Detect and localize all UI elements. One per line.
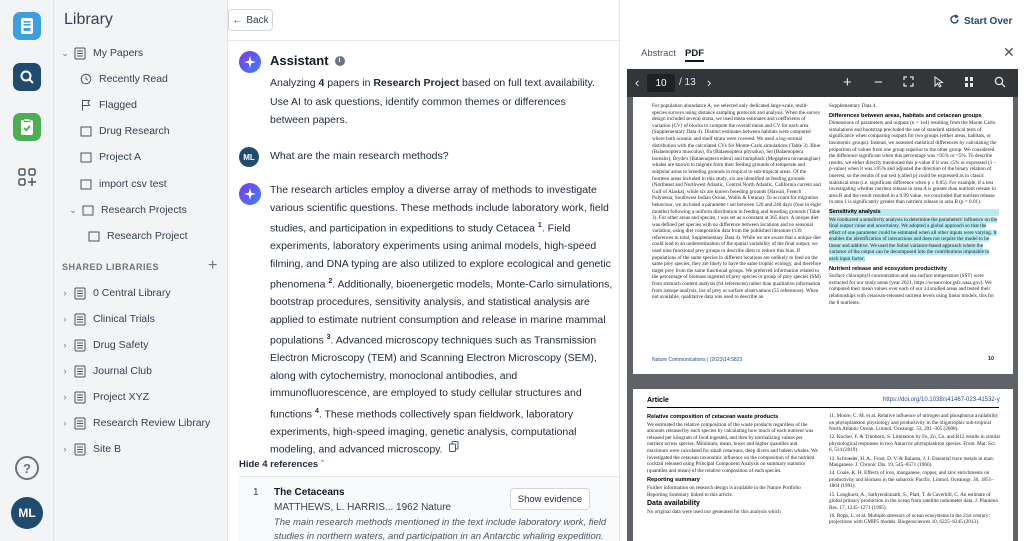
chevron-right-icon[interactable]: › <box>63 392 67 402</box>
page-references-column <box>829 413 1001 541</box>
fit-page-icon[interactable] <box>903 76 914 90</box>
tree-item-label: My Papers <box>93 47 144 59</box>
reference-quote: The main research methods mentioned in the text include laboratory work, field studies in northern waters, and participation in an Antarctic whaling expedition. <box>274 517 607 541</box>
intro-text: papers in <box>324 77 374 89</box>
page-body-text: We estimated the relative composition of the waste products regardless of the amounts released by each species by calculating how much of each nutrient was released per kilogram of food ingested, and then by normalizing values per nutrient across species. Minimum, mean, lower and higher quantiles and maximum were calculated for small cetaceans, deep divers and baleen whales. We investigated the cetacean taxonomic influence on the composition of the nutrient cocktail released using Principal Component Analysis on summary statistics (quantiles and mean) of the relative composition of each species. <box>647 421 818 474</box>
section-heading: Data availability <box>647 500 700 508</box>
reference-number: 1 <box>253 487 259 498</box>
pdf-viewer[interactable] <box>627 97 1018 541</box>
citation-4[interactable]: 4 <box>314 407 319 415</box>
tree-item-label: Research Review Library <box>93 417 211 429</box>
cursor-icon[interactable] <box>934 76 944 91</box>
section-heading: Relative composition of cetacean waste products <box>647 414 779 420</box>
pdf-page-11 <box>633 389 1013 541</box>
page-body-text: Further information on research design is available in the Nature Portfolio Reporting Summary linked to this article. <box>647 484 801 498</box>
hide-references-toggle[interactable] <box>239 459 324 470</box>
page-body-text: Supplementary Data 4. <box>829 103 877 109</box>
reference-entry: 15. Longhurst, A., Sathyendranath, S., Platt, T. & Caverhill, C. An estimate of global primary production in the ocean from satellite radiometer data. J. Plankton Res. 17, 1245–1271 (1995). <box>829 491 998 511</box>
tree-item-label: Journal Club <box>93 365 152 377</box>
chevron-right-icon[interactable]: › <box>63 418 67 428</box>
section-heading: Nutrient release and ecosystem productivity <box>829 265 947 272</box>
project-name: Research Project <box>373 77 460 89</box>
document-header <box>621 0 1024 66</box>
tree-item-import-csv-test[interactable] <box>79 174 167 194</box>
chevron-right-icon[interactable]: › <box>63 340 67 350</box>
document-panel <box>621 0 1024 541</box>
highlighted-evidence[interactable]: We conducted a sensitivity analysis to determine the parameters' influence on the final output value and uncertainty. We adopted a global approach so that the effect of one parameter could be estimated when all other inputs were varying. It enables the identification of interactions and does not require the model to be linear and additive. We used the Sobol variance-based approach where the variance of the output can be decomposed into the contributions imputable to each input factor. <box>829 216 998 263</box>
hide-references-label: Hide 4 references <box>239 459 319 470</box>
shared-item-central-library[interactable] <box>60 283 171 303</box>
page-number: 10 <box>988 356 995 362</box>
reference-entry: 12. Kocher, F. & Trimborn, S. Limitation by Fe, Zn, Co, and B12 results in similar physiological responses in two Antarctic phytoplankton species. Front. Mar. Sci. 6, 514 (2019). <box>829 434 1001 454</box>
search-nav-icon[interactable] <box>13 63 41 91</box>
tab-abstract[interactable]: Abstract <box>641 48 676 59</box>
page-body-text: For population abundance A, we selected only dedicated large-scale, multi-species surveys using distance sampling protocols and analysis. When the survey design included several strata, we used mean estimates and coefficients of variation (CV) of blocks to compute the overall mean and CV for each area (Supplementary Data 4). Distinct estimates between habitats were computed where both oceanic and shelf strata were covered. We used a log-normal distribution with the calculated CVs for Monte-Carlo simulations (Table 3). Blue (Balaenoptera musculus), fin (Balaenoptera physalus), Sei (Balaenoptera borealis), Bryde's (Balaenoptera edeni) and humpback (Megaptera novaeangliae) whales are known to migrate from their feeding grounds of temperate and subpolar areas to breeding grounds in tropical to sub-tropical areas. Of the fourteen areas included in this study, six are identified as feeding grounds (Northeast and Northwest Atlantic, Central North Atlantic, California current and Gulf of Alaska), while six are known breeding grounds (Hawaii, French Polynesia, Southwest Indian Ocean, Wallis & Futuna). To account for migration behaviour, we included a parameter t set between 120 and 240 days (four to eight months) following a uniform distribution in feeding and breeding grounds (Table 3). For other areas and species, t was set as a constant at 365 days. A unique diet was defined per species with no difference between locations and no seasonal variation, using diet composition data from the published literature (139 references in total, Supplementary Data 4). While we are aware that a unique diet could lead to an underestimation of the spatial variability of the final output, we used nine functional prey groups to describe diets to reduce this bias. If populations of the same species in different locations are unlikely to feed on the same prey species, they are likely to have the same trophic ecology, and therefore target prey from the same functional groups. We preferred information related to the percentage of biomass ingested of prey species or group of prey species (SM) from stomach content analysis (64 references) rather than qualitative information from isotope analysis, list of prey or surface observations (55 references). When not available, qualitative data was used to describe an <box>652 103 822 301</box>
shared-item-project-xyz[interactable] <box>60 387 149 407</box>
library-icon <box>73 286 87 300</box>
back-button[interactable] <box>228 9 273 31</box>
pdf-page-10 <box>633 97 1013 374</box>
tree-item-project-a[interactable] <box>79 147 141 167</box>
help-icon[interactable]: ? <box>15 456 39 480</box>
answer-text: . Additionally, bioenergetic models, Monte-Carlo simulations, bootstrap procedures, sensitivity analysis, and statistical analysis are applied to estimate nutrient consumption and release in marine mammal populations <box>270 278 613 347</box>
history-icon <box>79 72 93 86</box>
answer-text: . Field experiments, laboratory experiments using animal models, high-speed filming, and DNA typing are also utilized to explore ecological and genetic phenomena <box>270 222 611 291</box>
tree-item-research-projects[interactable] <box>68 200 187 220</box>
shared-item-research-review-library[interactable] <box>60 413 210 433</box>
refresh-icon <box>949 14 960 28</box>
zoom-out-icon[interactable]: − <box>874 74 883 91</box>
flag-icon <box>79 98 93 112</box>
library-icon <box>73 364 87 378</box>
add-app-icon[interactable] <box>13 163 41 191</box>
tree-item-label: Site B <box>93 443 122 455</box>
paper-count: 4 <box>318 77 325 89</box>
section-heading: Sensitivity analysis <box>829 209 999 216</box>
tree-item-label: import csv test <box>99 178 167 190</box>
chevron-right-icon[interactable]: › <box>63 314 67 324</box>
tree-item-label: Research Project <box>107 230 188 242</box>
intro-line-1 <box>270 75 610 93</box>
chevron-down-icon[interactable]: ⌄ <box>61 47 69 58</box>
next-page-icon[interactable]: › <box>707 75 712 90</box>
sparkle-icon <box>239 51 261 73</box>
close-icon[interactable]: ✕ <box>1003 44 1015 60</box>
folder-icon <box>79 150 93 164</box>
folder-icon <box>81 203 95 217</box>
section-heading: Differences between areas, habitats and cetacean groups <box>829 112 982 119</box>
answer-text: . These methods collectively span fieldwork, laboratory experiments, high-speed imaging, genetic analysis, computational modeling, and advanced microscopy. <box>270 408 577 456</box>
citation-1[interactable]: 1 <box>537 222 542 229</box>
page-total: / 13 <box>679 77 696 88</box>
app-rail <box>0 0 54 541</box>
tree-item-recently-read[interactable] <box>79 69 168 89</box>
reference-entry: 11. Moore, C. M. et al. Relative influence of nitrogen and phosphorus availability on phytoplankton physiology and productivity in the oligotrophic sub-tropical North Atlantic Ocean. Limnol. Oceanogr. 53, 291–305 (2008). <box>829 413 999 433</box>
page-left-column <box>647 411 819 541</box>
tree-item-label: Recently Read <box>99 73 168 85</box>
user-avatar[interactable]: ML <box>11 497 43 529</box>
tree-item-label: Flagged <box>99 99 137 111</box>
library-icon <box>73 442 87 456</box>
chevron-down-icon[interactable]: ⌄ <box>69 204 77 215</box>
tree-item-label: Drug Research <box>99 125 170 137</box>
copy-icon[interactable] <box>449 441 459 459</box>
folder-icon <box>79 124 93 138</box>
page-number-input[interactable]: 10 <box>647 74 675 92</box>
page-body-text: Surface chlorophyll concentration and sea surface temperature (SST) were extracted for our study areas (year 2021, https://oceancolor.gsfc.nasa.gov). We computed their mean values over each of our 14 studied areas and tested their relationships with cetacean-released nutrient levels using linear models, this for the 8 nutrients. <box>829 273 995 306</box>
chevron-right-icon[interactable]: › <box>63 288 67 298</box>
section-heading: Reporting summary <box>647 477 700 484</box>
reference-authors: MATTHEWS, L. HARRIS... 1962 Nature <box>274 502 452 513</box>
shared-item-drug-safety[interactable] <box>60 335 148 355</box>
page-right-column <box>829 103 999 345</box>
reference-card <box>239 476 619 541</box>
chevron-up-icon: ˆ <box>320 459 325 470</box>
page-body-text: Dimensions of parameters and outputs (n = 1e4) resulting from the Monte Carlo simulations and bootstrap precluded the use of standard statistical tests of significance when comparing outputs for two groups (either areas, habitats, or taxonomic groups). Instead, we assessed statistical differences by calculating the proportion of values from one group superior to the other group. We considered the difference significant when this percentage was >95% or <5%. To describe results, we either directly mentioned this p-value if it was ≤5% or expressed (1 − p-value) when it was ≥95% and adjusted the direction of the binary relation of interest, so the results of our test (called p) could be expressed as in classic statistical tests (i.e. significant difference when p ≤ 0.05). For example, if a test investigating whether nutrient release in area A is greater than nutrient release in area B and the result resulted in a 0.99 value, we concluded that nutrient release in area 1 is significantly greater than nutrient release in area B (p = 0.01). <box>829 120 997 206</box>
info-icon[interactable]: i <box>335 56 345 66</box>
folder-icon <box>79 177 93 191</box>
reference-entry: 13. Schroeder, H. A., Frost, D. V. & Balassa, J. J. Essential trace metals in man: Manganese. J. Chronic Dis. 19, 545–6571 (1966). <box>829 455 994 469</box>
header-rule <box>647 407 999 408</box>
reference-title: The Cetaceans <box>274 487 345 498</box>
back-label: Back <box>246 14 269 26</box>
pdf-toolbar <box>627 69 1018 97</box>
tree-item-label: Project XYZ <box>93 391 150 403</box>
library-nav-icon[interactable] <box>13 12 41 40</box>
page-body-text: No original data were used nor generated for this analysis which <box>647 508 781 515</box>
library-icon <box>73 338 87 352</box>
page-left-column <box>652 103 822 345</box>
tree-item-label: Drug Safety <box>93 339 149 351</box>
user-question: What are the main research methods? <box>270 150 449 162</box>
library-icon <box>73 312 87 326</box>
page-footer: Nature Communications | (2023)14:5823 <box>652 357 743 363</box>
shared-item-clinical-trials[interactable] <box>60 309 155 329</box>
start-over-label: Start Over <box>964 15 1013 27</box>
arrow-left-icon: ← <box>232 14 243 26</box>
start-over-button[interactable] <box>949 14 1012 28</box>
sparkle-icon <box>239 183 261 205</box>
article-label: Article <box>647 397 669 404</box>
checklist-nav-icon[interactable] <box>13 113 41 141</box>
shared-item-journal-club[interactable] <box>60 361 152 381</box>
tree-item-my-papers[interactable] <box>60 43 143 63</box>
zoom-in-icon[interactable]: + <box>843 74 852 91</box>
tree-item-label: Clinical Trials <box>93 313 155 325</box>
show-evidence-button[interactable]: Show evidence <box>510 488 590 510</box>
library-icon <box>73 46 87 60</box>
reference-entry: 16. Bopp, L. et al. Multiple stressors of ocean ecosystems in the 21st century: projections with CMIP5 models. Biogeosciences 10, 6225–6245 (2013). <box>829 512 990 526</box>
library-icon <box>73 416 87 430</box>
shared-item-site-b[interactable] <box>60 439 121 459</box>
library-icon <box>73 390 87 404</box>
citation-2[interactable]: 2 <box>328 278 333 285</box>
answer-text: The research articles employ a diverse array of methods to investigate various scientific questions. These methods include laboratory work, field studies, and participation in expeditions to study Cetacea <box>270 184 609 235</box>
chevron-right-icon[interactable]: › <box>63 366 67 376</box>
tab-pdf[interactable]: PDF <box>685 48 704 62</box>
assistant-panel <box>228 0 620 541</box>
tree-item-label: Project A <box>99 151 142 163</box>
intro-text: based on full text availability. <box>459 77 595 89</box>
assistant-title-text: Assistant <box>270 53 329 68</box>
tree-item-label: 0 Central Library <box>93 287 171 299</box>
columns-icon[interactable] <box>964 76 974 91</box>
answer-text: . Advanced microscopy techniques such as Transmission Electron Microscopy (TEM) and Scanning Electron Microscopy (SEM), along with cytochemistry, monoclonal antibodies, and immunofluorescence, are employed to study cellular structures and functions <box>270 334 597 420</box>
folder-icon <box>87 229 101 243</box>
assistant-answer <box>270 182 616 459</box>
library-sidebar <box>54 0 228 541</box>
tree-item-flagged[interactable] <box>79 95 137 115</box>
user-message-avatar: ML <box>239 147 259 167</box>
citation-3[interactable]: 3 <box>326 334 331 341</box>
header-divider <box>228 40 620 41</box>
intro-line-2: Use AI to ask questions, identify common themes or differences between papers. <box>270 96 566 126</box>
tree-item-label: Research Projects <box>101 204 187 216</box>
shared-libraries-heading: SHARED LIBRARIES <box>62 262 160 272</box>
intro-text: Analyzing <box>270 77 319 89</box>
prev-page-icon[interactable]: ‹ <box>635 75 640 90</box>
tree-item-research-project[interactable] <box>87 226 188 246</box>
chevron-right-icon[interactable]: › <box>63 444 67 454</box>
assistant-title <box>270 53 345 68</box>
doi-link[interactable]: https://doi.org/10.1038/s41467-023-41532-y <box>883 397 1000 403</box>
reference-entry: 14. Coale, K. H. Effects of iron, manganese, copper, and zinc enrichments on productivity and biomass in the subarctic Pacific. Limnol. Oceanogr. 36, 1851–1864 (1991). <box>829 470 994 490</box>
search-icon[interactable] <box>994 76 1006 91</box>
add-library-icon[interactable]: + <box>208 257 218 274</box>
sidebar-title: Library <box>64 11 113 28</box>
tree-item-drug-research[interactable] <box>79 121 170 141</box>
